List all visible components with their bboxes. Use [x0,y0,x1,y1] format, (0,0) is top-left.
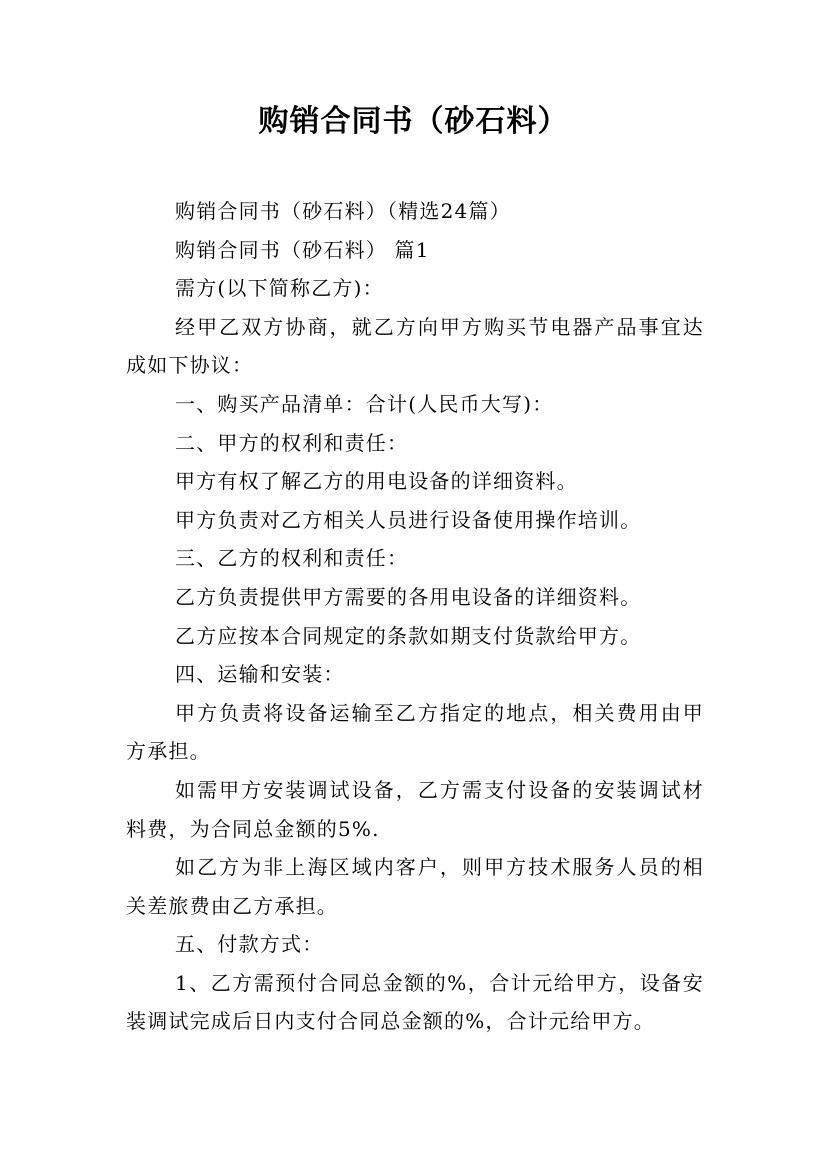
paragraph: 乙方负责提供甲方需要的各用电设备的详细资料。 [175,584,642,609]
paragraph: 如乙方为非上海区域内客户，则甲方技术服务人员的相关差旅费由乙方承担。 [126,855,704,918]
paragraph: 甲方有权了解乙方的用电设备的详细资料。 [175,469,578,494]
paragraph-subtitle: 购销合同书（砂石料）（精选24篇） [175,199,511,223]
paragraph: 五、付款方式： [175,932,324,957]
paragraph: 1、乙方需预付合同总金额的%，合计元给甲方，设备安装调试完成后日内支付合同总金额的%，合计元给甲方。 [126,970,704,1034]
paragraph: 需方(以下简称乙方)： [175,276,384,301]
paragraph: 如需甲方安装调试设备，乙方需支付设备的安装调试材料费，为合同总金额的5%. [126,777,704,841]
paragraph: 甲方负责对乙方相关人员进行设备使用操作培训。 [175,507,642,532]
paragraph: 三、乙方的权利和责任： [175,546,409,571]
document-title: 购销合同书（砂石料） [258,104,569,139]
paragraph: 四、运输和安装： [175,662,345,687]
document-body [126,192,704,1041]
paragraph: 甲方负责将设备运输至乙方指定的地点，相关费用由甲方承担。 [126,700,704,764]
paragraph: 经甲乙双方协商，就乙方向甲方购买节电器产品事宜达成如下协议： [126,314,704,378]
paragraph: 一、购买产品清单：合计(人民币大写)： [175,391,554,416]
paragraph-section-heading: 购销合同书（砂石料） 篇1 [175,237,430,262]
paragraph: 乙方应按本合同规定的条款如期支付货款给甲方。 [175,623,642,648]
paragraph: 二、甲方的权利和责任： [175,430,409,455]
